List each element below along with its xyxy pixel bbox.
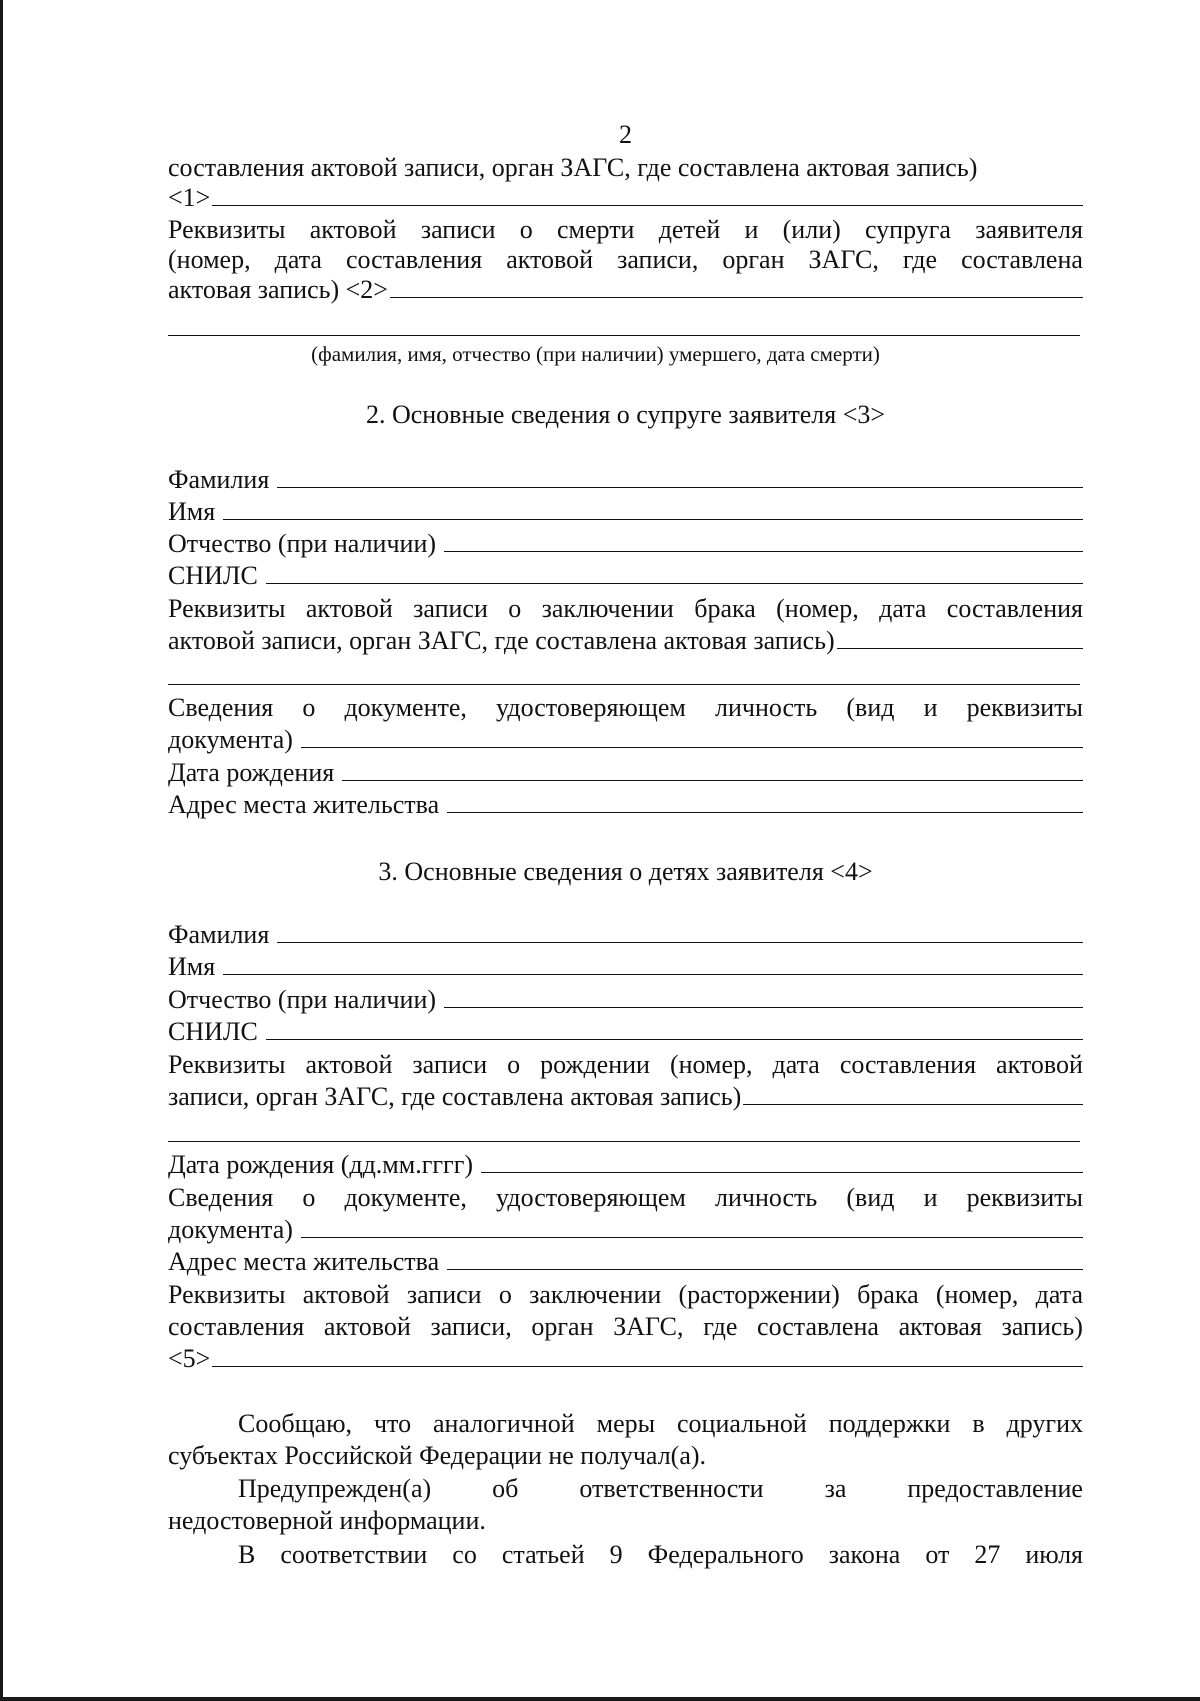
text-word: записи, [617, 245, 699, 274]
text-word: (вид [846, 1183, 895, 1212]
surname-field[interactable] [277, 924, 1083, 943]
text-word: записи, [430, 1312, 512, 1341]
identity-doc-field[interactable] [301, 1219, 1083, 1238]
name-field[interactable] [223, 501, 1083, 520]
text-word: актовой [996, 1050, 1083, 1079]
text-word: о [507, 1050, 521, 1079]
text-word: составления актовой записи, орган ЗАГС, где составлена актовая запись) [168, 153, 978, 182]
text-word: заключении [529, 1280, 662, 1309]
text-word: орган [531, 1312, 594, 1341]
text-word: со [452, 1540, 477, 1569]
sec3-address-row [168, 1247, 1083, 1277]
text-word: июля [1025, 1540, 1083, 1569]
text-word: Реквизиты [168, 1280, 286, 1309]
sec1-line-2 [168, 183, 1083, 213]
text-word: Адрес места жительства [168, 1247, 440, 1276]
birth-date-field[interactable] [342, 762, 1083, 781]
text-word: заключении [541, 594, 674, 623]
text-word: ЗАГС, [808, 245, 879, 274]
text-word: дата [879, 594, 927, 623]
text-word: документа) [168, 1215, 293, 1244]
text-word: смерти [557, 215, 635, 244]
sec2-name-row [168, 497, 1083, 527]
sec3-birth-rec-line-1 [168, 1050, 1083, 1080]
text-word: о [302, 1183, 316, 1212]
text-word: дата [274, 245, 322, 274]
sec3-surname-row [168, 920, 1083, 950]
text-word: Дата рождения (дд.мм.гггг) [168, 1150, 474, 1179]
sec3-marr-line-3 [168, 1344, 1083, 1374]
text-word: Имя [168, 952, 216, 981]
text-word: 27 [974, 1540, 1001, 1569]
text-word: и [744, 215, 759, 244]
marriage-record-field[interactable] [212, 1348, 1083, 1367]
text-word: орган [722, 245, 785, 274]
text-word: Федерального [647, 1540, 804, 1569]
sec3-marr-line-1 [168, 1280, 1083, 1310]
sec3-birth-rec-line-2 [168, 1082, 1083, 1112]
sec2-patronymic-row [168, 529, 1083, 559]
text-word: Имя [168, 497, 216, 526]
text-word: и [923, 1183, 938, 1212]
text-word: актовой записи, орган ЗАГС, где составлена актовая запись) [168, 626, 835, 655]
text-word: заявителя [975, 215, 1083, 244]
text-word: составлена [757, 1312, 879, 1341]
blank-field[interactable] [390, 279, 1083, 298]
blank-line[interactable] [168, 1141, 1080, 1142]
text-word: (номер, [168, 245, 251, 274]
text-word: актовой [305, 1050, 393, 1079]
text-word: актовой [309, 215, 397, 244]
text-word: удостоверяющем [496, 1183, 686, 1212]
text-word: (расторжении) [678, 1280, 840, 1309]
text-word: актовой [302, 1280, 390, 1309]
text-word: Дата рождения [168, 758, 335, 787]
text-word: (номер, [669, 1050, 753, 1079]
text-word: В [238, 1540, 256, 1569]
text-word: ЗАГС, [613, 1312, 684, 1341]
section-3-heading: 3. Основные сведения о детях заявителя <4> [378, 857, 873, 886]
text-word: супруга [864, 215, 951, 244]
text-word: меры [596, 1409, 656, 1438]
text-word: Сведения [168, 1183, 274, 1212]
text-word: записи [420, 215, 496, 244]
text-word: актовой [305, 594, 393, 623]
sec3-marr-line-2 [168, 1312, 1083, 1342]
text-word: (вид [846, 693, 895, 722]
text-word: записи [406, 1280, 482, 1309]
text-word: Сообщаю, [238, 1409, 353, 1438]
sec2-marriage-line-2 [168, 626, 1083, 656]
text-word: о [508, 594, 522, 623]
text-word: реквизиты [966, 693, 1083, 722]
sec2-doc-line-2 [168, 725, 1083, 755]
address-field[interactable] [447, 794, 1083, 813]
surname-field[interactable] [277, 469, 1083, 488]
blank-line[interactable] [168, 335, 1080, 336]
sec2-snils-row [168, 561, 1083, 591]
blank-line[interactable] [168, 684, 1080, 685]
text-word: СНИЛС [168, 561, 258, 590]
text-word: <5> [168, 1344, 211, 1373]
page-left-border [0, 0, 3, 1701]
text-word: дата [1035, 1280, 1083, 1309]
closing-p1-line-1 [238, 1409, 1083, 1439]
text-word: и [923, 693, 938, 722]
sec2-address-row [168, 790, 1083, 820]
text-word: Фамилия [168, 920, 270, 949]
text-word: Сведения [168, 693, 274, 722]
text-word: <1> [168, 183, 211, 212]
sec2-doc-line-1 [168, 693, 1083, 723]
text-word: закона [828, 1540, 901, 1569]
sec3-patronymic-row [168, 985, 1083, 1015]
text-word: документа) [168, 725, 293, 754]
text-word: дата [772, 1050, 820, 1079]
text-word: актовая запись) <2> [168, 275, 388, 304]
text-word: запись) [1001, 1312, 1083, 1341]
page-number: 2 [619, 120, 632, 149]
text-word: удостоверяющем [496, 693, 686, 722]
text-word: (номер, [935, 1280, 1019, 1309]
sec2-surname-row [168, 465, 1083, 495]
text-word: составления [839, 1050, 977, 1079]
text-word: о [302, 693, 316, 722]
text-word: (или) [782, 215, 841, 244]
closing-p2-line-1 [238, 1474, 1083, 1504]
closing-p3-line-1 [238, 1540, 1083, 1570]
sec3-doc-line-2 [168, 1215, 1083, 1245]
text-word: предоставление [907, 1474, 1083, 1503]
section-2-heading: 2. Основные сведения о супруге заявителя <3> [365, 400, 886, 429]
text-word: рождении [540, 1050, 650, 1079]
text-word: (номер, [776, 594, 859, 623]
field-caption: (фамилия, имя, отчество (при наличии) умершего, дата смерти) [311, 342, 880, 366]
sec1-death-line-3 [168, 275, 1083, 305]
text-word: личность [714, 693, 818, 722]
text-word: брака [694, 594, 756, 623]
text-word: от [925, 1540, 950, 1569]
text-word: Реквизиты [168, 215, 286, 244]
text-word: Предупрежден(а) [238, 1474, 432, 1503]
sec3-name-row [168, 952, 1083, 982]
text-word: о [498, 1280, 512, 1309]
text-word: актовой [323, 1312, 411, 1341]
closing-p1-line-2: субъектах Российской Федерации не получал(а). [168, 1441, 707, 1470]
sec3-snils-row [168, 1017, 1083, 1047]
text-word: СНИЛС [168, 1017, 258, 1046]
sec1-death-line-1 [168, 215, 1083, 245]
snils-field[interactable] [266, 565, 1083, 584]
text-word: актовой [506, 245, 594, 274]
text-word: в [972, 1409, 985, 1438]
text-word: составления [345, 245, 483, 274]
sec3-birth-row [168, 1150, 1083, 1180]
text-word: об [492, 1474, 519, 1503]
marriage-record-field[interactable] [837, 630, 1083, 649]
text-word: документе, [344, 693, 467, 722]
text-word: статьей [501, 1540, 585, 1569]
name-field[interactable] [223, 956, 1083, 975]
text-word: составления [946, 594, 1083, 623]
text-word: реквизиты [966, 1183, 1083, 1212]
identity-doc-field[interactable] [301, 729, 1083, 748]
snils-field[interactable] [266, 1021, 1083, 1040]
blank-field[interactable] [212, 187, 1083, 206]
text-word: записи [413, 594, 488, 623]
text-word: где [902, 245, 938, 274]
sec2-marriage-line-1 [168, 594, 1083, 624]
text-word: социальной [677, 1409, 807, 1438]
sec1-death-line-2 [168, 245, 1083, 275]
closing-p2-line-2: недостоверной информации. [168, 1506, 486, 1535]
text-word: о [519, 215, 533, 244]
text-word: ответственности [579, 1474, 764, 1503]
text-word: личность [714, 1183, 818, 1212]
birth-date-field[interactable] [481, 1154, 1083, 1173]
page-bottom-border [0, 1697, 1200, 1701]
text-word: брака [857, 1280, 919, 1309]
text-word: где [703, 1312, 738, 1341]
text-word: записи, орган ЗАГС, где составлена актовая запись) [168, 1082, 742, 1111]
address-field[interactable] [447, 1251, 1083, 1270]
text-word: Реквизиты [168, 1050, 286, 1079]
text-word: Фамилия [168, 465, 270, 494]
patronymic-field[interactable] [444, 533, 1083, 552]
text-word: Отчество (при наличии) [168, 985, 437, 1014]
text-word: поддержки [828, 1409, 951, 1438]
text-word: что [373, 1409, 412, 1438]
text-word: других [1006, 1409, 1083, 1438]
text-word: 9 [609, 1540, 623, 1569]
sec1-line-1 [168, 153, 1083, 183]
text-word: за [824, 1474, 847, 1503]
text-word: детей [658, 215, 721, 244]
text-word: составления [168, 1312, 305, 1341]
text-word: записи [412, 1050, 488, 1079]
text-word: документе, [344, 1183, 467, 1212]
text-word: Реквизиты [168, 594, 286, 623]
text-word: актовая [898, 1312, 982, 1341]
text-word: аналогичной [433, 1409, 575, 1438]
sec3-doc-line-1 [168, 1183, 1083, 1213]
text-word: Отчество (при наличии) [168, 529, 437, 558]
text-word: Адрес места жительства [168, 790, 440, 819]
birth-record-field[interactable] [743, 1086, 1083, 1105]
text-word: соответствии [280, 1540, 428, 1569]
sec2-birth-row [168, 758, 1083, 788]
text-word: составлена [961, 245, 1083, 274]
patronymic-field[interactable] [444, 989, 1083, 1008]
